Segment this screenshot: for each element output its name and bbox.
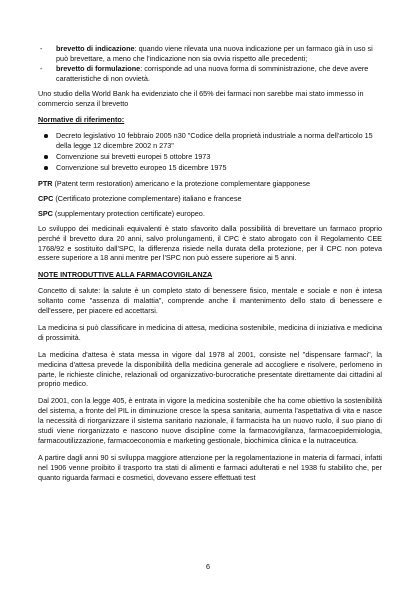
list-item: Convenzione sul brevetto europeo 15 dicembre 1975 (38, 163, 382, 173)
dash-text: : corrisponde ad una nuova forma di somministrazione, che deve avere caratteristiche di non ovvietà. (56, 63, 369, 83)
paragraph-salute: Concetto di salute: la salute è un completo stato di benessere fisico, mentale e sociale e non è intesa soltanto come "assenza di malattia", comprende anche il mantenimento dello stato di benessere e dell'essere, per piacere ed accettarsi. (38, 286, 382, 316)
page-number: 6 (205, 562, 211, 571)
bullet-icon (44, 134, 48, 138)
paragraph-anni-90: A partire dagli anni 90 si sviluppa maggiore attenzione per la regolamentazione in materia di farmaci, infatti nel 1906 venne proibito il trasporto tra stati di alimenti e farmaci adulterati e nel 1938 fu stabilito che, per quanto riguarda farmaci e cosmetici, dovevano essere effettuati test (38, 452, 382, 482)
definition-spc: SPC (supplementary protection certificate) europeo. (38, 208, 205, 218)
normative-list (38, 131, 382, 173)
dash-marker: - (40, 44, 43, 53)
paragraph-world-bank: Uno studio della World Bank ha evidenziato che il 65% dei farmaci non sarebbe mai stato immesso in commercio senza il brevetto (38, 88, 364, 108)
list-item: Decreto legislativo 10 febbraio 2005 n30 "Codice della proprietà industriale a norma dell'articolo 15 della legge 12 dicembre 2002 n 273" (38, 131, 382, 151)
paragraph-medicina-attesa: La medicina d'attesa è stata messa in vigore dal 1978 al 2001, consiste nel "dispensare farmaci", la medicina d'attesa prevede la disponibilità della medicina generale ad accogliere e risolvere, perlomeno in parte, le richieste cliniche, relazionali od organizzativo-burocratiche presentate direttamente dai cittadini al proprio medico. (38, 349, 382, 389)
bullet-icon (44, 166, 48, 170)
definition-ptr: PTR (Patent term restoration) americano e la protezione complementare giapponese (38, 178, 311, 188)
definition-cpc: CPC (Certificato protezione complementare) italiano e francese (38, 193, 242, 203)
dash-item-formulazione (38, 64, 382, 84)
heading-farmacovigilanza: NOTE INTRODUTTIVE ALLA FARMACOVIGILANZA (38, 270, 213, 280)
term-brevetto-indicazione: brevetto di indicazione (56, 44, 135, 53)
document-page (38, 44, 382, 490)
paragraph-2001: Dal 2001, con la legge 405, è entrata in vigore la medicina sostenibile che ha come obiettivo la sostenibilità del sistema, a fronte del PIL in diminuzione cresce la spesa sanitaria, aumenta l'aspettativa di vita e nasce la necessità di riorganizzare il sistema sanitario nazionale, il farmacista ha un nuovo ruolo, il suo piano di studi viene riorganizzato e nascono nuove discipline come la farmacovigilanza, farmacoepidemiologia, farmacoutilizzazione, farmacoeconomia e marketing gestionale, biochimica clinica e la nutraceutica. (38, 396, 382, 445)
dash-text: : quando viene rilevata una nuova indicazione per un farmaco già in uso si può brevettare, a meno che l'indicazione non sia ovvia rispetto alle precedenti; (56, 44, 373, 63)
bullet-icon (44, 155, 48, 159)
list-item: Convenzione sui brevetti europei 5 ottobre 1973 (38, 152, 382, 162)
paragraph-medicina: La medicina si può classificare in medicina di attesa, medicina sostenibile, medicina di iniziativa e medicina di prossimità. (38, 322, 382, 342)
dash-marker: - (40, 63, 43, 73)
heading-normative: Normative di riferimento: (38, 115, 125, 125)
term-brevetto-formulazione: brevetto di formulazione (56, 63, 141, 73)
paragraph-sviluppo: Lo sviluppo dei medicinali equivalenti è stato sfavorito dalla possibilità di brevettare un farmaco proprio perché il brevetto dura 20 anni, salvo prolungamenti, il CPC è stato abrogato con il Regolamento CEE 1768/92 e sostituito dall'SPC, la differenza risiede nella durata della protezione, per il CPC non poteva essere superiore a 18 anni mentre per l'SPC non può essere superiore ai 5 anni. (38, 223, 382, 263)
dash-item-indicazione (38, 44, 382, 64)
